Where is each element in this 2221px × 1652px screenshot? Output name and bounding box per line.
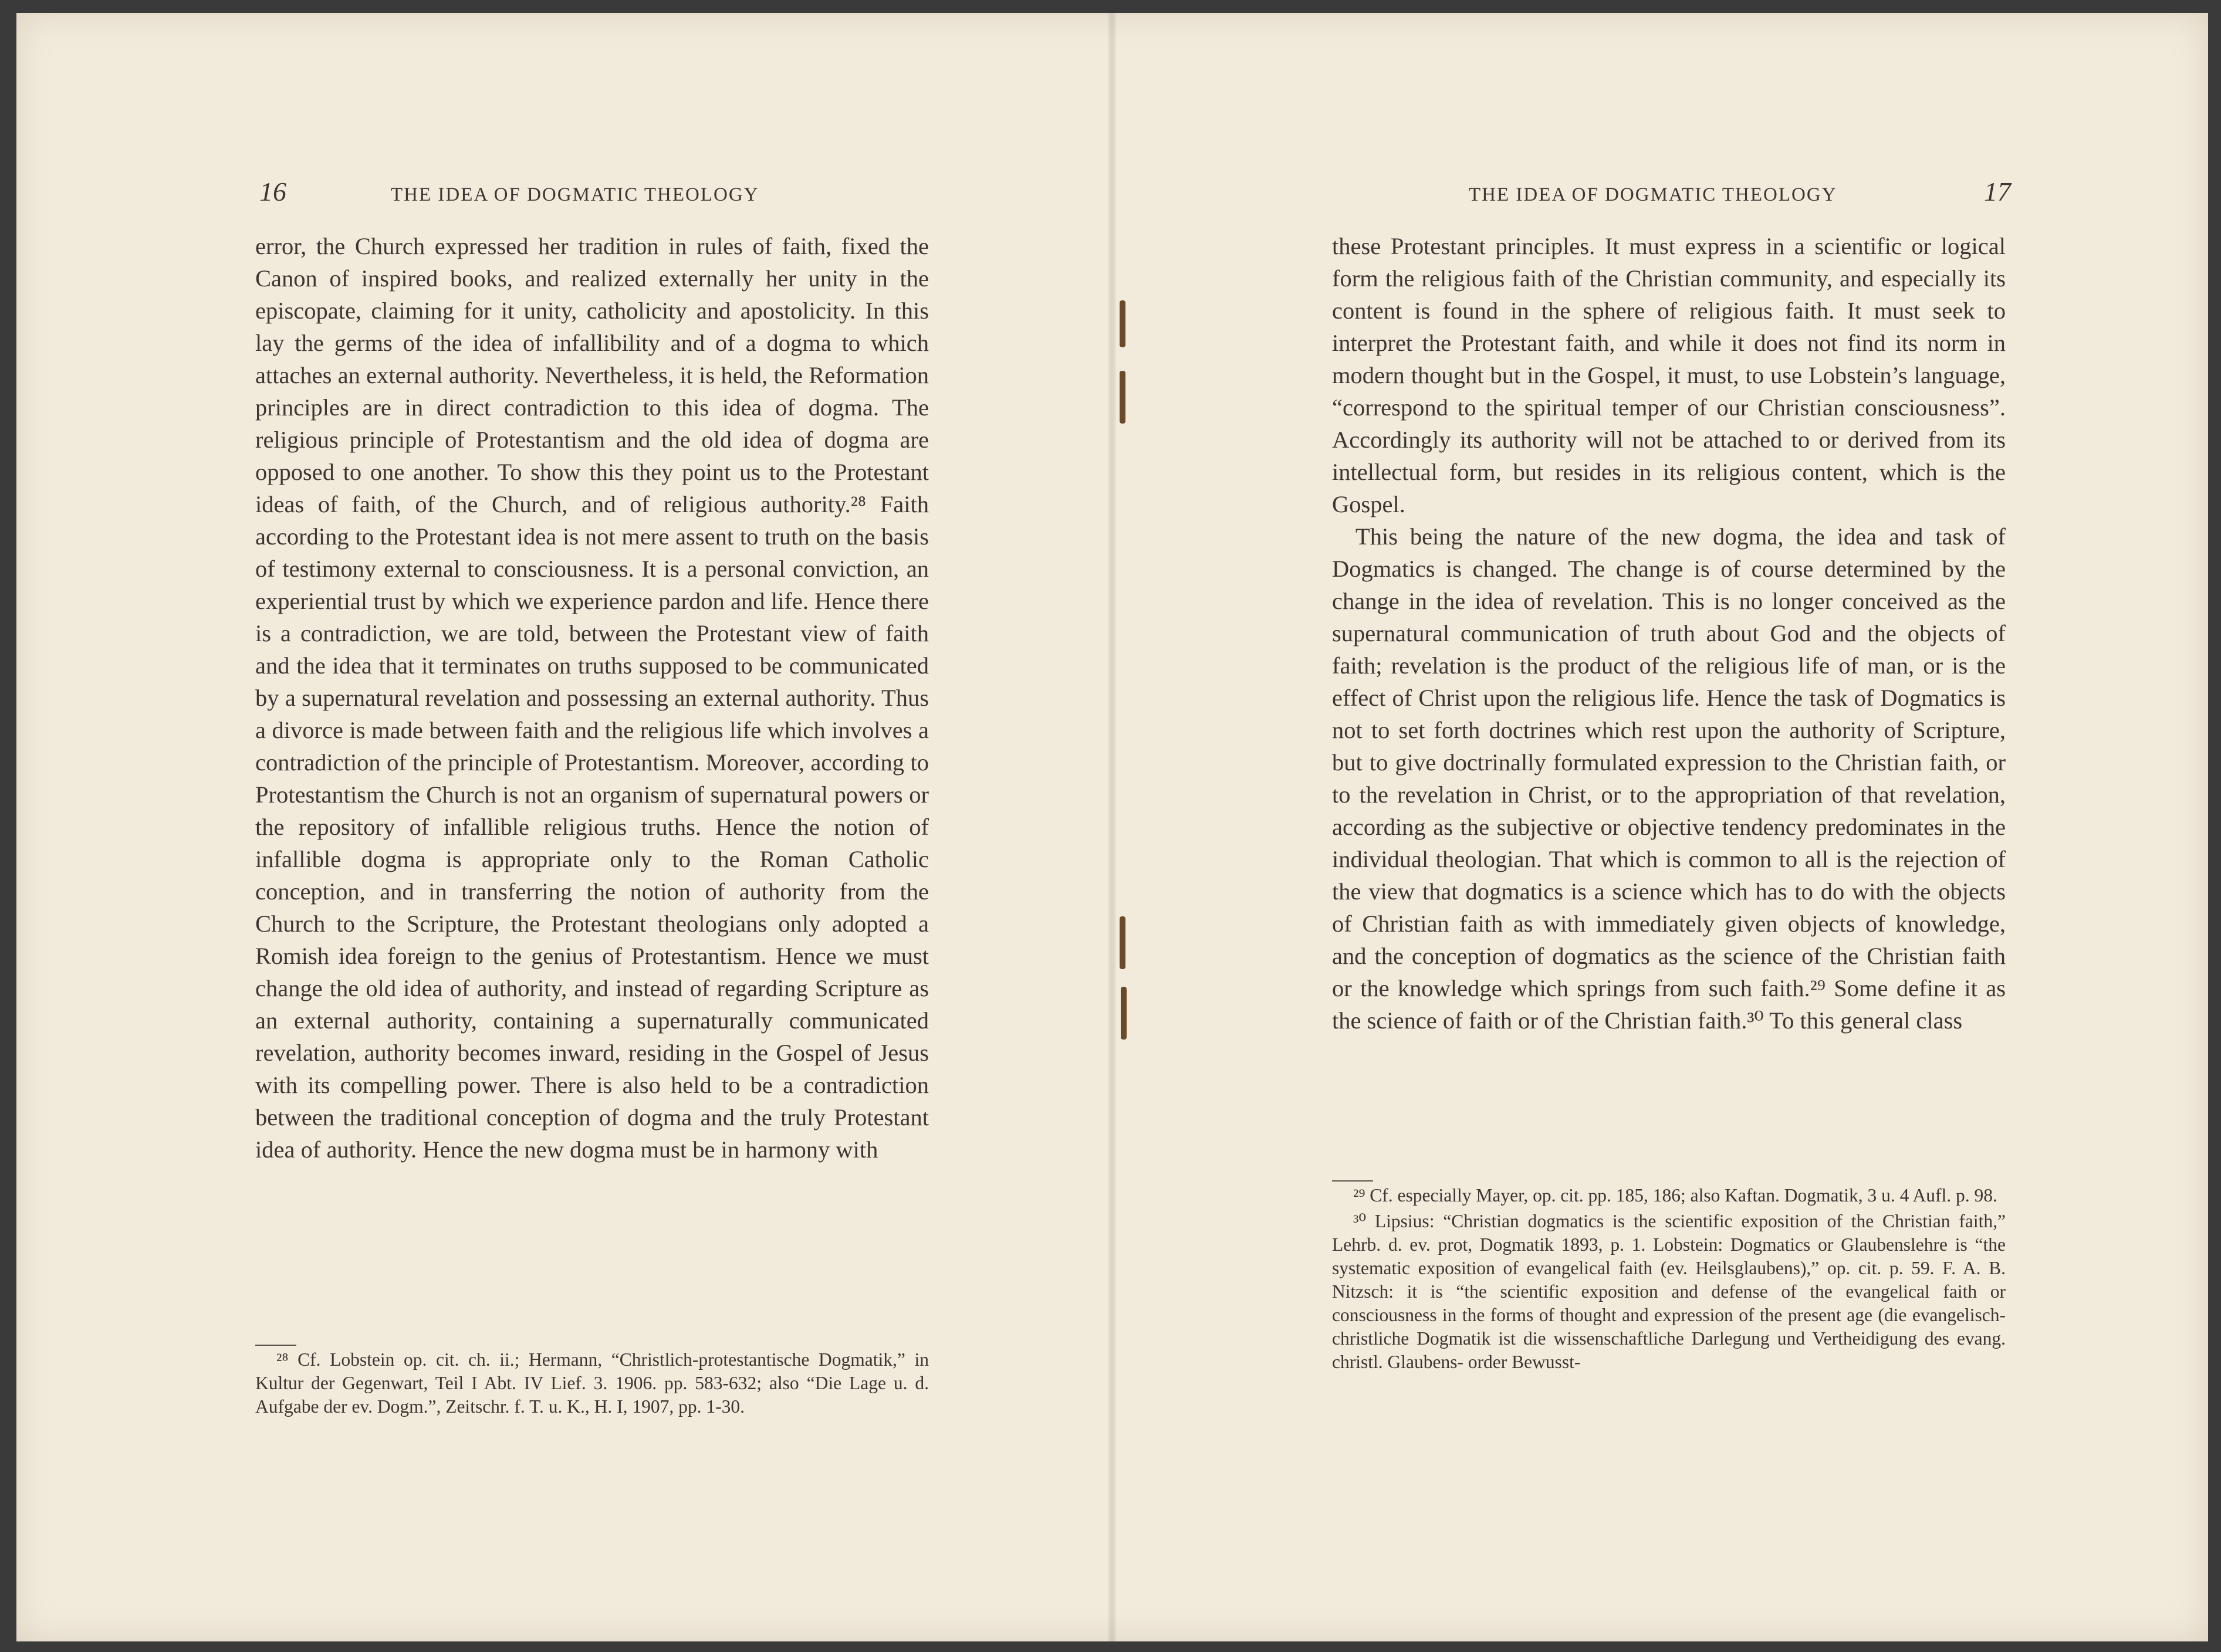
running-head-right: THE IDEA OF DOGMATIC THEOLOGY <box>1469 184 1837 205</box>
running-head-left: THE IDEA OF DOGMATIC THEOLOGY <box>391 184 759 205</box>
right-body-text <box>1332 230 2006 1037</box>
left-footnotes <box>255 1348 929 1421</box>
footnote-rule-right <box>1332 1180 1373 1182</box>
footnote-30: ³⁰ Lipsius: “Christian dogmatics is the scientific exposition of the Christian faith,” Lehrb. d. ev. prot, Dogmatik 1893, p. 1. Lobstein: Dogmatics or Glaubenslehre is “the systematic exposition of evangelical faith (ev. Heilsglaubens),” op. cit. p. 59. F. A. B. Nitzsch: it is “the scientific exposition and defense of the evangelical faith or consciousness in the forms of thought and expression of the present age (die evangelisch-christliche Dogmatik ist die wissenschaftliche Darlegung und Vertheidigung des evang. christl. Glaubens- order Bewusst- <box>1332 1211 2006 1372</box>
right-paragraph-1: these Protestant principles. It must express in a scientific or logical form the religious faith of the Christian community, and especially its content is found in the sphere of religious faith. It must seek to interpret the Protestant faith, and while it does not find its norm in modern thought but in the Gospel, it must, to use Lobstein’s language, “correspond to the spiritual temper of our Christian consciousness”. Accordingly its authority will not be attached to or derived from its intellectual form, but resides in its religious content, which is the Gospel. <box>1332 233 2006 517</box>
right-paragraph-2: This being the nature of the new dogma, the idea and task of Dogmatics is changed. The change is of course determined by the change in the idea of revelation. This is no longer conceived as the supernatural communication of truth about God and the objects of faith; revelation is the product of the religious life of man, or is the effect of Christ upon the religious life. Hence the task of Dogmatics is not to set forth doctrines which rest upon the authority of Scripture, but to give doctrinally formulated expression to the Christian faith, or to the revelation in Christ, or to the appropriation of that revelation, according as the subjective or objective tendency predominates in the individual theologian. That which is common to all is the rejection of the view that dogmatics is a science which has to do with the objects of Christian faith as with immediately given objects of knowledge, and the conception of dogmatics as the science of the Christian faith or the knowledge which springs from such faith.²⁹ Some define it as the science of faith or of the Christian faith.³⁰ To this general class <box>1332 523 2006 1034</box>
footnote-28: ²⁸ Cf. Lobstein op. cit. ch. ii.; Hermann, “Christlich-protestantische Dogmatik,” in Kultur der Gegenwart, Teil I Abt. IV Lief. 3. 1906. pp. 583-632; also “Die Lage u. d. Aufgabe der ev. Dogm.”, Zeitschr. f. T. u. K., H. I, 1907, pp. 1-30. <box>255 1349 929 1417</box>
right-page <box>1113 13 2208 1641</box>
footnote-29: ²⁹ Cf. especially Mayer, op. cit. pp. 185, 186; also Kaftan. Dogmatik, 3 u. 4 Aufl. p. 98. <box>1353 1185 1997 1206</box>
page-number-right: 17 <box>1984 177 2011 206</box>
left-page <box>16 13 1111 1641</box>
right-footnotes <box>1332 1184 2006 1376</box>
footnote-rule-left <box>255 1345 296 1346</box>
book-spread <box>16 13 2208 1641</box>
left-paragraph: error, the Church expressed her tradition in rules of faith, fixed the Canon of inspired books, and realized externally her unity in the episcopate, claiming for it unity, catholicity and apostolicity. In this lay the germs of the idea of infallibility and of a dogma to which attaches an external authority. Nevertheless, it is held, the Reformation principles are in direct contradiction to this idea of dogma. The religious principle of Protestantism and the old idea of dogma are opposed to one another. To show this they point us to the Protestant ideas of faith, of the Church, and of religious authority.²⁸ Faith according to the Protestant idea is not mere assent to truth on the basis of testimony external to consciousness. It is a personal conviction, an experiential trust by which we experience pardon and life. Hence there is a contradiction, we are told, between the Protestant view of faith and the idea that it terminates on truths supposed to be communicated by a supernatural revelation and possessing an external authority. Thus a divorce is made between faith and the religious life which involves a contradiction of the principle of Protestantism. Moreover, according to Protestantism the Church is not an organism of supernatural powers or the repository of infallible religious truths. Hence the notion of infallible dogma is appropriate only to the Roman Catholic conception, and in transferring the notion of authority from the Church to the Scripture, the Protestant theologians only adopted a Romish idea foreign to the genius of Protestantism. Hence we must change the old idea of authority, and instead of regarding Scripture as an external authority, containing a supernaturally communicated revelation, authority becomes inward, residing in the Gospel of Jesus with its compelling power. There is also held to be a contradiction between the traditional conception of dogma and the truly Protestant idea of authority. Hence the new dogma must be in harmony with <box>255 233 929 1163</box>
page-number-left: 16 <box>259 177 286 206</box>
left-body-text <box>255 230 929 1166</box>
